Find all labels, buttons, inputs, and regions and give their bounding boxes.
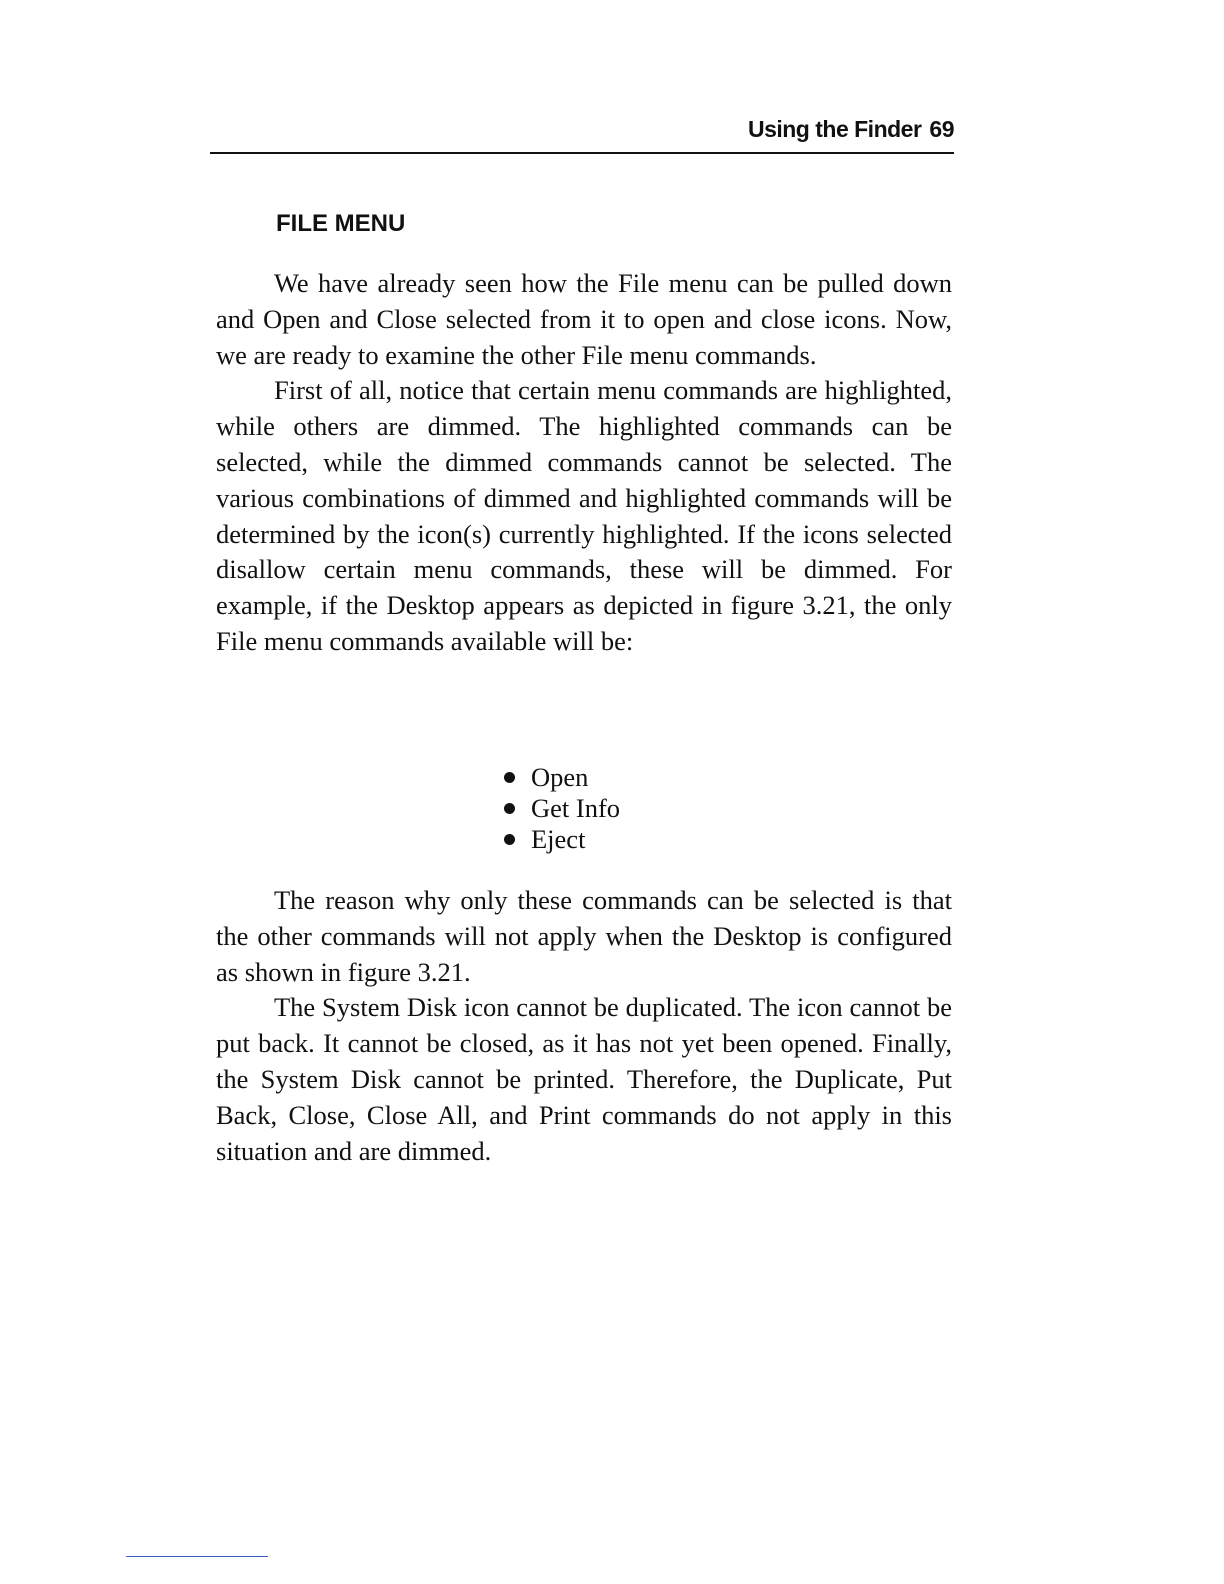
section-heading: FILE MENU — [276, 210, 406, 237]
available-commands-list — [502, 762, 620, 855]
bullet-icon — [504, 834, 515, 845]
paragraph-system-disk: The System Disk icon cannot be duplicated. The icon cannot be put back. It cannot be closed, as it has not yet been opened. Finally, the System Disk cannot be printed. Therefore, the Duplicate, Put Back, Close, Close All, and Print commands do not apply in this situation and are dimmed. — [216, 992, 952, 1166]
body-text-explanation — [216, 883, 952, 1169]
list-item — [502, 824, 620, 855]
footnote-rule — [126, 1556, 268, 1557]
paragraph-highlighted-dimmed: First of all, notice that certain menu commands are highlighted, while others are dimmed. The highlighted commands can be selected, while the dimmed commands cannot be selected. The various combinations of dimmed and highlighted commands will be determined by the icon(s) currently highlighted. If the icons selected disallow certain menu commands, these will be dimmed. For example, if the Desktop appears as depicted in figure 3.21, the only File menu commands available will be: — [216, 375, 952, 656]
running-head — [210, 112, 954, 154]
bullet-icon — [504, 772, 515, 783]
list-item — [502, 762, 620, 793]
command-get-info: Get Info — [531, 793, 621, 823]
running-head-title: Using the Finder — [747, 116, 922, 142]
page-number: 69 — [929, 116, 954, 142]
paragraph-reason: The reason why only these commands can be selected is that the other commands will not apply when the Desktop is configured as shown in figure 3.21. — [216, 885, 952, 987]
body-text-intro — [216, 266, 952, 660]
paragraph-file-menu-intro: We have already seen how the File menu can be pulled down and Open and Close selected from it to open and close icons. Now, we are ready to examine the other File menu commands. — [216, 268, 952, 370]
bullet-icon — [504, 803, 515, 814]
command-eject: Eject — [531, 824, 586, 854]
command-open: Open — [531, 762, 589, 792]
list-item — [502, 793, 620, 824]
